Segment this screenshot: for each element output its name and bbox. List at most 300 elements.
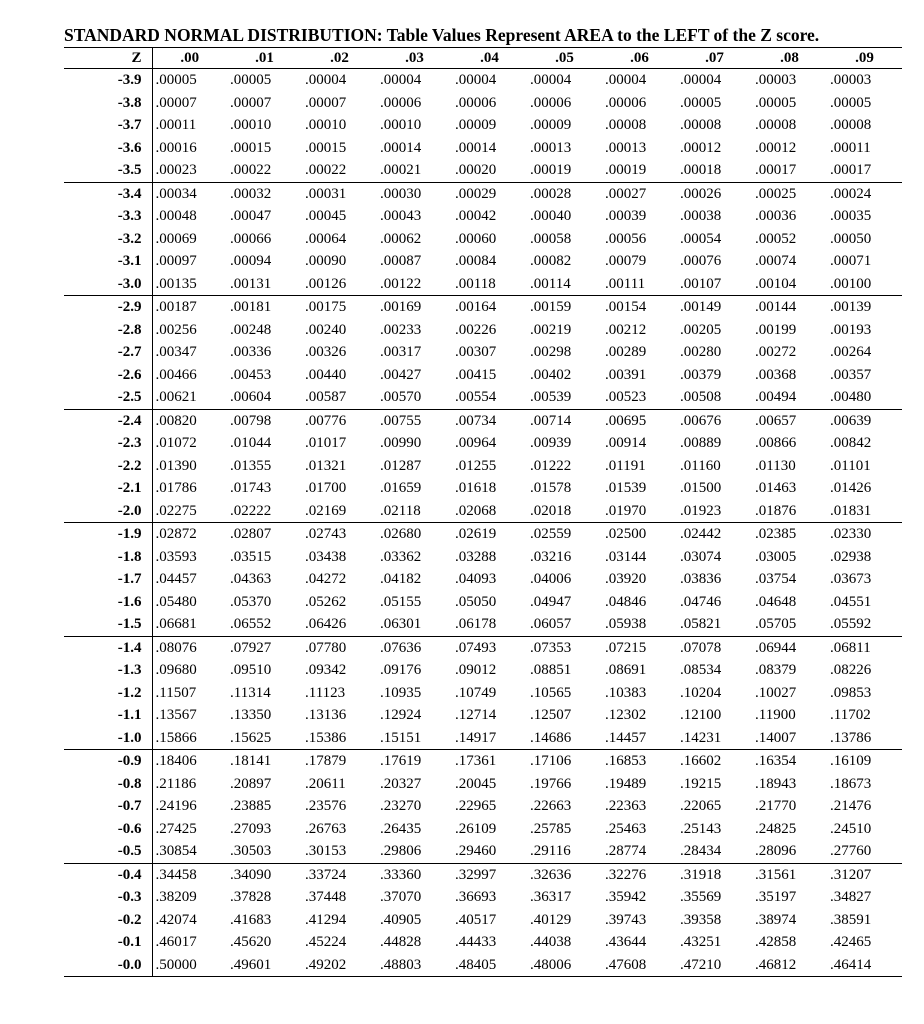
area-value-cell: .00022 (302, 159, 377, 182)
area-value-cell: .33724 (305, 866, 347, 883)
table-row (64, 364, 902, 387)
area-value-cell: .14686 (527, 727, 602, 750)
table-row (64, 568, 902, 591)
area-value-cell: .06811 (830, 639, 871, 656)
z-score-cell: -3.3 (64, 205, 152, 228)
area-value-cell: .00466 (155, 366, 197, 383)
area-value-cell: .03144 (605, 548, 647, 565)
column-header: .02 (302, 48, 377, 69)
area-value-cell: .00554 (452, 386, 527, 409)
area-value-cell: .00025 (755, 185, 797, 202)
area-value-cell: .00050 (830, 230, 872, 247)
area-value-cell: .14457 (602, 727, 677, 750)
area-value-cell: .00004 (455, 72, 497, 89)
area-value-cell: .20897 (230, 775, 272, 792)
area-value-cell: .02500 (605, 526, 647, 543)
area-value-cell: .00032 (230, 185, 272, 202)
area-value-cell: .00621 (152, 386, 227, 409)
area-value-cell: .00013 (605, 139, 647, 156)
area-value-cell: .00453 (230, 366, 272, 383)
area-value-cell: .00193 (830, 321, 872, 338)
area-value-cell: .02068 (452, 500, 527, 523)
area-value-cell: .00415 (455, 366, 497, 383)
area-value-cell: .00755 (380, 412, 422, 429)
area-value-cell: .36693 (455, 889, 497, 906)
area-value-cell: .00015 (305, 139, 347, 156)
area-value-cell: .00034 (155, 185, 197, 202)
table-row (64, 386, 902, 409)
z-score-cell: -0.9 (64, 750, 152, 773)
area-value-cell: .00187 (155, 299, 197, 316)
table-row (64, 319, 902, 342)
column-header: .06 (602, 48, 677, 69)
area-value-cell: .32997 (455, 866, 497, 883)
table-row (64, 455, 902, 478)
area-value-cell: .00030 (380, 185, 422, 202)
area-value-cell: .01970 (602, 500, 677, 523)
column-header: .07 (677, 48, 752, 69)
area-value-cell: .03673 (830, 571, 872, 588)
area-value-cell: .02018 (527, 500, 602, 523)
area-value-cell: .01618 (455, 480, 497, 497)
z-score-cell: -3.5 (64, 159, 152, 182)
area-value-cell: .05050 (455, 593, 497, 610)
table-row (64, 273, 902, 296)
area-value-cell: .45224 (305, 934, 347, 951)
area-value-cell: .01222 (530, 457, 572, 474)
area-value-cell: .00006 (455, 94, 497, 111)
area-value-cell: .06057 (527, 613, 602, 636)
z-score-cell: -0.4 (64, 863, 152, 886)
area-value-cell: .00010 (305, 117, 347, 134)
area-value-cell: .00017 (752, 159, 827, 182)
area-value-cell: .00144 (755, 299, 797, 316)
area-value-cell: .16602 (680, 753, 722, 770)
area-value-cell: .00440 (305, 366, 347, 383)
column-header: .08 (752, 48, 827, 69)
area-value-cell: .12100 (680, 707, 722, 724)
area-value-cell: .00004 (380, 72, 422, 89)
area-value-cell: .00004 (605, 72, 647, 89)
area-value-cell: .07353 (530, 639, 572, 656)
table-row (64, 750, 902, 773)
area-value-cell: .01355 (230, 457, 272, 474)
area-value-cell: .46812 (752, 954, 827, 977)
area-value-cell: .35942 (605, 889, 647, 906)
area-value-cell: .11702 (830, 707, 871, 724)
area-value-cell: .27425 (155, 820, 197, 837)
area-value-cell: .00014 (455, 139, 497, 156)
area-value-cell: .00587 (302, 386, 377, 409)
area-value-cell: .08691 (605, 662, 647, 679)
area-value-cell: .43251 (680, 934, 722, 951)
area-value-cell: .49601 (227, 954, 302, 977)
area-value-cell: .02743 (305, 526, 347, 543)
area-value-cell: .00076 (680, 253, 722, 270)
area-value-cell: .00090 (305, 253, 347, 270)
area-value-cell: .23576 (305, 798, 347, 815)
area-value-cell: .49202 (302, 954, 377, 977)
area-value-cell: .01500 (680, 480, 722, 497)
area-value-cell: .05821 (677, 613, 752, 636)
area-value-cell: .05262 (305, 593, 347, 610)
z-score-table (64, 47, 902, 977)
area-value-cell: .00018 (677, 159, 752, 182)
area-value-cell: .00026 (680, 185, 722, 202)
area-value-cell: .00010 (380, 117, 422, 134)
area-value-cell: .00118 (452, 273, 527, 296)
z-score-cell: -2.4 (64, 409, 152, 432)
area-value-cell: .00006 (380, 94, 422, 111)
area-value-cell: .00036 (755, 208, 797, 225)
table-row (64, 500, 902, 523)
z-score-cell: -2.2 (64, 455, 152, 478)
area-value-cell: .35569 (680, 889, 722, 906)
area-value-cell: .13567 (155, 707, 197, 724)
area-value-cell: .26109 (455, 820, 497, 837)
area-value-cell: .25785 (530, 820, 572, 837)
area-value-cell: .38974 (755, 911, 797, 928)
table-row (64, 477, 902, 500)
area-value-cell: .03288 (455, 548, 497, 565)
area-value-cell: .21476 (830, 798, 872, 815)
area-value-cell: .00082 (530, 253, 572, 270)
area-value-cell: .00097 (155, 253, 197, 270)
z-score-cell: -0.1 (64, 931, 152, 954)
z-score-cell: -2.3 (64, 432, 152, 455)
column-header: .01 (227, 48, 302, 69)
area-value-cell: .16853 (605, 753, 647, 770)
area-value-cell: .00107 (677, 273, 752, 296)
area-value-cell: .00508 (677, 386, 752, 409)
area-value-cell: .00008 (680, 117, 722, 134)
area-value-cell: .24510 (830, 820, 872, 837)
area-value-cell: .00005 (830, 94, 872, 111)
area-value-cell: .29806 (377, 840, 452, 863)
area-value-cell: .17361 (455, 753, 497, 770)
area-value-cell: .15151 (377, 727, 452, 750)
z-score-cell: -0.7 (64, 795, 152, 818)
table-row (64, 773, 902, 796)
area-value-cell: .00031 (305, 185, 347, 202)
area-value-cell: .00539 (527, 386, 602, 409)
area-value-cell: .01786 (155, 480, 197, 497)
area-value-cell: .10749 (455, 684, 497, 701)
area-value-cell: .30153 (302, 840, 377, 863)
area-value-cell: .00368 (755, 366, 797, 383)
table-row (64, 727, 902, 750)
area-value-cell: .00004 (305, 72, 347, 89)
area-value-cell: .27760 (827, 840, 902, 863)
area-value-cell: .00056 (605, 230, 647, 247)
area-value-cell: .17619 (380, 753, 422, 770)
table-row (64, 909, 902, 932)
table-row (64, 409, 902, 432)
area-value-cell: .00169 (380, 299, 422, 316)
area-value-cell: .48405 (452, 954, 527, 977)
z-score-cell: -1.8 (64, 546, 152, 569)
area-value-cell: .02680 (380, 526, 422, 543)
z-score-cell: -3.9 (64, 69, 152, 92)
area-value-cell: .01831 (827, 500, 902, 523)
area-value-cell: .10204 (680, 684, 722, 701)
area-value-cell: .00005 (155, 72, 197, 89)
z-score-cell: -0.3 (64, 886, 152, 909)
area-value-cell: .00004 (530, 72, 572, 89)
area-value-cell: .02938 (830, 548, 872, 565)
area-value-cell: .00003 (755, 72, 797, 89)
area-value-cell: .00181 (230, 299, 272, 316)
area-value-cell: .00317 (380, 344, 422, 361)
area-value-cell: .22663 (530, 798, 572, 815)
area-value-cell: .00126 (302, 273, 377, 296)
area-value-cell: .00798 (230, 412, 272, 429)
area-value-cell: .10935 (380, 684, 422, 701)
table-body (64, 69, 902, 977)
area-value-cell: .37828 (230, 889, 272, 906)
area-value-cell: .00226 (455, 321, 497, 338)
area-value-cell: .45620 (230, 934, 272, 951)
area-value-cell: .00657 (755, 412, 797, 429)
area-value-cell: .42074 (155, 911, 197, 928)
area-value-cell: .00074 (755, 253, 797, 270)
area-value-cell: .40129 (530, 911, 572, 928)
area-value-cell: .01743 (230, 480, 272, 497)
table-row (64, 432, 902, 455)
area-value-cell: .05480 (155, 593, 197, 610)
area-value-cell: .00029 (455, 185, 497, 202)
area-value-cell: .00042 (455, 208, 497, 225)
area-value-cell: .06944 (755, 639, 797, 656)
area-value-cell: .04846 (605, 593, 647, 610)
area-value-cell: .22363 (605, 798, 647, 815)
area-value-cell: .00205 (680, 321, 722, 338)
area-value-cell: .44828 (380, 934, 422, 951)
z-score-cell: -3.8 (64, 92, 152, 115)
area-value-cell: .00734 (455, 412, 497, 429)
area-value-cell: .43644 (605, 934, 647, 951)
area-value-cell: .00219 (530, 321, 572, 338)
area-value-cell: .00005 (755, 94, 797, 111)
area-value-cell: .04006 (530, 571, 572, 588)
area-value-cell: .00058 (530, 230, 572, 247)
area-value-cell: .00054 (680, 230, 722, 247)
area-value-cell: .36317 (530, 889, 572, 906)
area-value-cell: .07927 (230, 639, 272, 656)
area-value-cell: .28096 (752, 840, 827, 863)
area-value-cell: .12507 (530, 707, 572, 724)
area-value-cell: .00023 (152, 159, 227, 182)
column-header: .00 (152, 48, 227, 69)
area-value-cell: .07493 (455, 639, 497, 656)
area-value-cell: .24196 (155, 798, 197, 815)
area-value-cell: .00038 (680, 208, 722, 225)
area-value-cell: .03438 (305, 548, 347, 565)
z-score-cell: -1.1 (64, 704, 152, 727)
z-score-cell: -1.2 (64, 682, 152, 705)
z-score-cell: -3.6 (64, 137, 152, 160)
table-row (64, 613, 902, 636)
table-title: STANDARD NORMAL DISTRIBUTION: Table Values Represent AREA to the LEFT of the Z score. (64, 25, 820, 45)
table-row (64, 296, 902, 319)
area-value-cell: .03216 (530, 548, 572, 565)
area-value-cell: .02169 (302, 500, 377, 523)
z-score-cell: -0.0 (64, 954, 152, 977)
area-value-cell: .18673 (830, 775, 872, 792)
z-score-cell: -0.5 (64, 840, 152, 863)
area-value-cell: .00012 (755, 139, 797, 156)
area-value-cell: .22965 (455, 798, 497, 815)
area-value-cell: .50000 (152, 954, 227, 977)
z-score-cell: -1.9 (64, 523, 152, 546)
area-value-cell: .08851 (530, 662, 572, 679)
z-score-cell: -2.7 (64, 341, 152, 364)
area-value-cell: .00256 (155, 321, 197, 338)
area-value-cell: .00139 (830, 299, 872, 316)
area-value-cell: .23885 (230, 798, 272, 815)
area-value-cell: .31918 (680, 866, 722, 883)
area-value-cell: .00039 (605, 208, 647, 225)
area-value-cell: .00045 (305, 208, 347, 225)
area-value-cell: .01923 (677, 500, 752, 523)
area-value-cell: .01426 (830, 480, 872, 497)
area-value-cell: .12302 (605, 707, 647, 724)
table-row (64, 182, 902, 205)
area-value-cell: .01578 (530, 480, 572, 497)
area-value-cell: .02807 (230, 526, 272, 543)
area-value-cell: .18141 (230, 753, 272, 770)
table-row (64, 137, 902, 160)
area-value-cell: .03754 (755, 571, 797, 588)
area-value-cell: .17106 (530, 753, 572, 770)
table-row (64, 523, 902, 546)
area-value-cell: .00007 (155, 94, 197, 111)
area-value-cell: .00003 (830, 72, 872, 89)
area-value-cell: .00011 (155, 117, 197, 134)
area-value-cell: .27093 (230, 820, 272, 837)
area-value-cell: .02330 (830, 526, 872, 543)
area-value-cell: .39358 (680, 911, 722, 928)
area-value-cell: .00006 (530, 94, 572, 111)
area-value-cell: .04648 (755, 593, 797, 610)
area-value-cell: .00079 (605, 253, 647, 270)
area-value-cell: .00212 (605, 321, 647, 338)
area-value-cell: .10027 (755, 684, 797, 701)
area-value-cell: .00233 (380, 321, 422, 338)
area-value-cell: .14231 (677, 727, 752, 750)
area-value-cell: .08379 (755, 662, 797, 679)
z-score-cell: -0.6 (64, 818, 152, 841)
area-value-cell: .00019 (527, 159, 602, 182)
area-value-cell: .20045 (455, 775, 497, 792)
area-value-cell: .00009 (530, 117, 572, 134)
area-value-cell: .00695 (605, 412, 647, 429)
area-value-cell: .06426 (302, 613, 377, 636)
area-value-cell: .08534 (680, 662, 722, 679)
z-score-cell: -2.6 (64, 364, 152, 387)
area-value-cell: .00391 (605, 366, 647, 383)
area-value-cell: .48803 (377, 954, 452, 977)
area-value-cell: .04363 (230, 571, 272, 588)
area-value-cell: .00062 (380, 230, 422, 247)
area-value-cell: .01072 (155, 435, 197, 452)
area-value-cell: .00006 (605, 94, 647, 111)
column-header: .05 (527, 48, 602, 69)
area-value-cell: .11314 (230, 684, 271, 701)
area-value-cell: .00047 (230, 208, 272, 225)
area-value-cell: .00990 (380, 435, 422, 452)
area-value-cell: .04182 (380, 571, 422, 588)
area-value-cell: .02559 (530, 526, 572, 543)
area-value-cell: .03515 (230, 548, 272, 565)
table-row (64, 114, 902, 137)
area-value-cell: .00494 (752, 386, 827, 409)
area-value-cell: .00027 (605, 185, 647, 202)
area-value-cell: .00154 (605, 299, 647, 316)
area-value-cell: .00015 (230, 139, 272, 156)
area-value-cell: .09510 (230, 662, 272, 679)
area-value-cell: .47608 (602, 954, 677, 977)
area-value-cell: .07215 (605, 639, 647, 656)
area-value-cell: .00570 (377, 386, 452, 409)
table-row (64, 954, 902, 977)
area-value-cell: .00866 (755, 435, 797, 452)
area-value-cell: .00379 (680, 366, 722, 383)
area-value-cell: .00199 (755, 321, 797, 338)
area-value-cell: .09680 (155, 662, 197, 679)
area-value-cell: .00017 (827, 159, 902, 182)
area-value-cell: .00604 (227, 386, 302, 409)
area-value-cell: .00052 (755, 230, 797, 247)
area-value-cell: .01160 (680, 457, 721, 474)
area-value-cell: .38591 (830, 911, 872, 928)
area-value-cell: .00071 (830, 253, 872, 270)
area-value-cell: .01017 (305, 435, 347, 452)
area-value-cell: .30503 (227, 840, 302, 863)
table-row (64, 795, 902, 818)
area-value-cell: .02442 (680, 526, 722, 543)
area-value-cell: .00012 (680, 139, 722, 156)
area-value-cell: .00069 (155, 230, 197, 247)
area-value-cell: .40905 (380, 911, 422, 928)
area-value-cell: .11123 (305, 684, 346, 701)
area-value-cell: .04272 (305, 571, 347, 588)
area-value-cell: .15625 (227, 727, 302, 750)
area-value-cell: .00639 (830, 412, 872, 429)
area-value-cell: .02118 (377, 500, 452, 523)
table-row (64, 69, 902, 92)
area-value-cell: .06681 (152, 613, 227, 636)
table-row (64, 591, 902, 614)
area-value-cell: .00060 (455, 230, 497, 247)
area-value-cell: .00040 (530, 208, 572, 225)
area-value-cell: .20611 (305, 775, 346, 792)
area-value-cell: .00024 (830, 185, 872, 202)
table-row (64, 886, 902, 909)
area-value-cell: .04457 (155, 571, 197, 588)
area-value-cell: .00064 (305, 230, 347, 247)
z-score-cell: -3.4 (64, 182, 152, 205)
z-table-page (64, 24, 902, 977)
area-value-cell: .00402 (530, 366, 572, 383)
area-value-cell: .00820 (155, 412, 197, 429)
area-value-cell: .01390 (155, 457, 197, 474)
area-value-cell: .35197 (755, 889, 797, 906)
area-value-cell: .00005 (680, 94, 722, 111)
area-value-cell: .07078 (680, 639, 722, 656)
area-value-cell: .00347 (155, 344, 197, 361)
z-score-cell: -1.4 (64, 636, 152, 659)
